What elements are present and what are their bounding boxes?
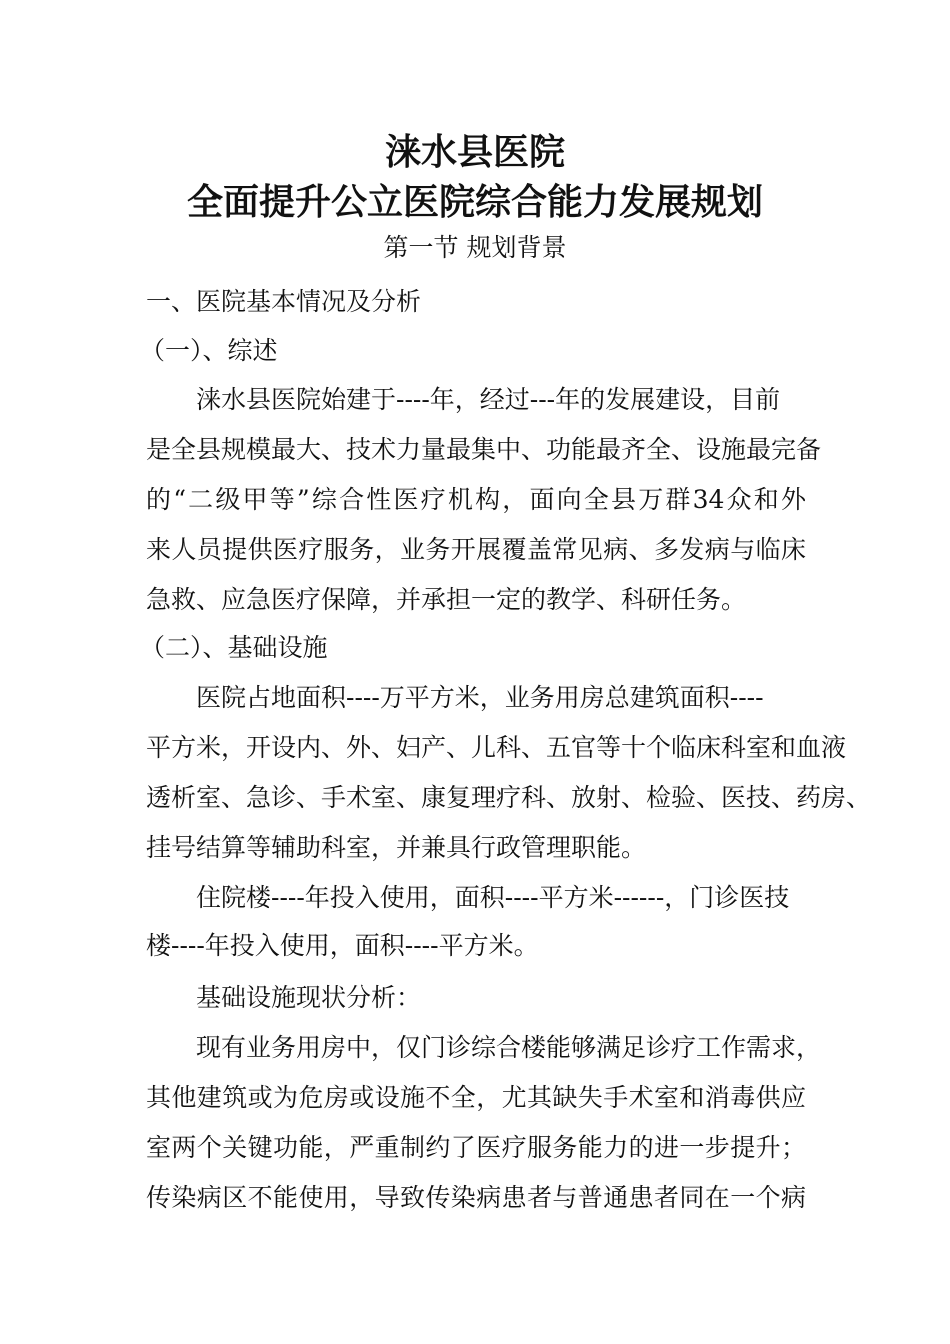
paragraph-line: 急救、应急医疗保障，并承担一定的教学、科研任务。 [146, 585, 747, 614]
paragraph-line: 楼----年投入使用，面积----平方米。 [146, 931, 539, 960]
paragraph-line: 是全县规模最大、技术力量最集中、功能最齐全、设施最完备 [146, 435, 822, 464]
document-title-line1: 涞水县医院 [384, 131, 565, 173]
section-title: 第一节 规划背景 [383, 233, 567, 262]
paragraph-line: 透析室、急诊、手术室、康复理疗科、放射、检验、医技、药房、 [146, 783, 872, 812]
paragraph-line: 来人员提供医疗服务，业务开展覆盖常见病、多发病与临床 [146, 535, 806, 564]
paragraph-line: 室两个关键功能，严重制约了医疗服务能力的进一步提升； [146, 1133, 806, 1162]
paragraph-line: 住院楼----年投入使用，面积----平方米------，门诊医技 [196, 883, 790, 912]
paragraph-line: 挂号结算等辅助科室，并兼具行政管理职能。 [146, 833, 647, 862]
paragraph-line: 基础设施现状分析： [196, 983, 422, 1012]
paragraph-line: 现有业务用房中，仅门诊综合楼能够满足诊疗工作需求， [196, 1033, 822, 1062]
subheading-infrastructure: （二）、基础设施 [140, 633, 328, 662]
subheading-overview: （一）、综述 [140, 336, 278, 365]
paragraph-line: 其他建筑或为危房或设施不全，尤其缺失手术室和消毒供应 [146, 1083, 806, 1112]
paragraph-line: 涞水县医院始建于----年，经过---年的发展建设，目前 [196, 385, 781, 414]
heading-basic-info: 一、医院基本情况及分析 [146, 287, 422, 316]
paragraph-line: 的“二级甲等”综合性医疗机构，面向全县万群34众和外 [146, 485, 807, 514]
paragraph-line: 医院占地面积----万平方米，业务用房总建筑面积---- [196, 683, 764, 712]
paragraph-line: 传染病区不能使用，导致传染病患者与普通患者同在一个病 [146, 1183, 806, 1212]
paragraph-line: 平方米，开设内、外、妇产、儿科、五官等十个临床科室和血液 [146, 733, 847, 762]
document-title-line2: 全面提升公立医院综合能力发展规划 [186, 181, 763, 223]
